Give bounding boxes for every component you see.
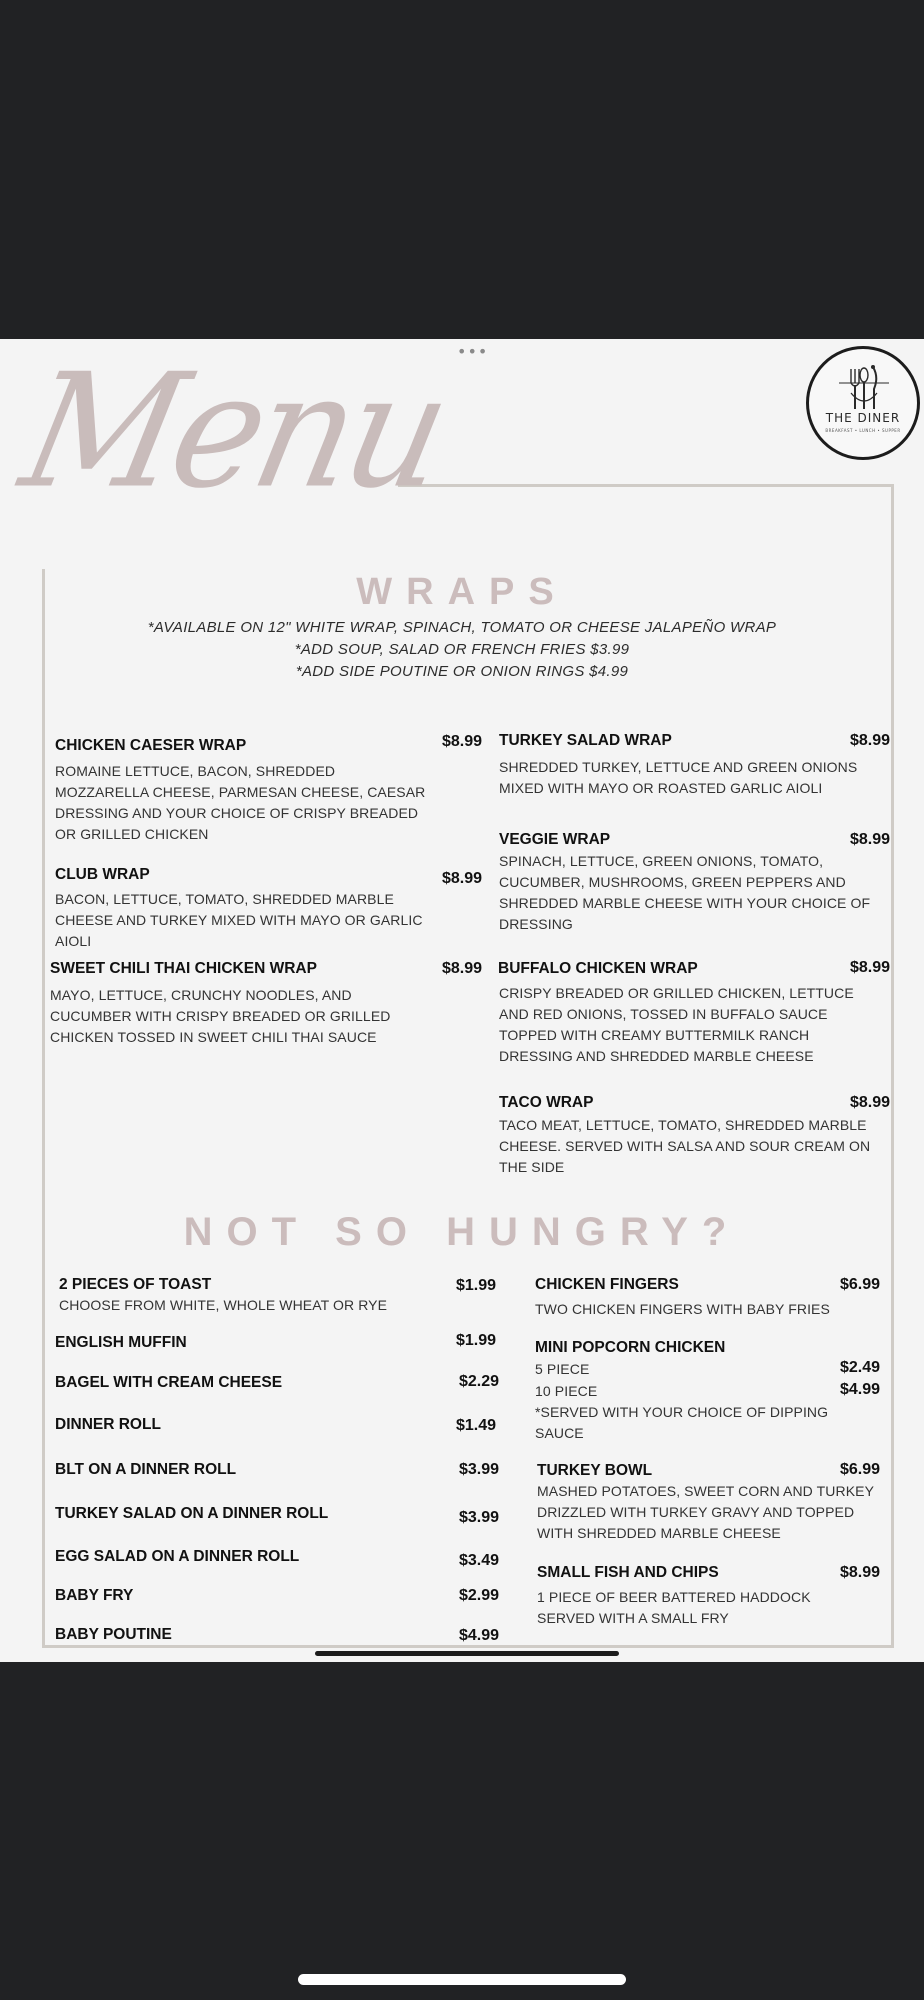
- menu-item-name: CLUB WRAP: [55, 866, 150, 883]
- menu-item-name: BLT ON A DINNER ROLL: [55, 1461, 237, 1478]
- menu-item-price: $8.99: [849, 831, 890, 848]
- menu-item-price: $2.49: [839, 1359, 880, 1376]
- menu-page: [0, 339, 924, 1662]
- menu-item-name: SMALL FISH AND CHIPS: [537, 1564, 719, 1581]
- menu-item-price: $6.99: [839, 1276, 880, 1293]
- menu-item-price: $8.99: [849, 959, 890, 976]
- menu-item-name: EGG SALAD ON A DINNER ROLL: [55, 1548, 300, 1565]
- menu-item-price: $8.99: [849, 732, 890, 749]
- menu-item-name: TACO WRAP: [499, 1094, 594, 1111]
- menu-item-name: TURKEY SALAD ON A DINNER ROLL: [55, 1505, 329, 1522]
- menu-item-price: $1.49: [455, 1417, 496, 1434]
- not-so-hungry-heading: NOT SO HUNGRY?: [183, 1210, 741, 1254]
- menu-item-price: $8.99: [441, 870, 482, 887]
- menu-item-name: BAGEL WITH CREAM CHEESE: [55, 1374, 283, 1391]
- logo-name: THE DINER: [825, 411, 901, 425]
- menu-item-price: $2.29: [458, 1373, 499, 1390]
- menu-item-desc: SPINACH, LETTUCE, GREEN ONIONS, TOMATO, CUCUMBER, MUSHROOMS, GREEN PEPPERS AND SHREDDED MARBLE CHEESE WITH YOUR CHOICE OF DRESSING: [499, 853, 871, 932]
- menu-item-price: $1.99: [455, 1332, 496, 1349]
- menu-item-price: $4.99: [458, 1627, 499, 1644]
- menu-item-name: SWEET CHILI THAI CHICKEN WRAP: [50, 960, 317, 977]
- menu-item-desc: CRISPY BREADED OR GRILLED CHICKEN, LETTUCE AND RED ONIONS, TOSSED IN BUFFALO SAUCE TOPPED WITH CREAMY BUTTERMILK RANCH DRESSING AND SHREDDED MARBLE CHEESE: [499, 985, 854, 1064]
- fork-spoon-knife-icon: [837, 363, 891, 411]
- menu-script-title: Menu: [8, 340, 459, 524]
- diner-logo: [806, 346, 920, 460]
- popcorn-option: 5 PIECE: [535, 1361, 590, 1377]
- menu-item-price: $3.49: [458, 1552, 499, 1569]
- menu-item-price: $3.99: [458, 1509, 499, 1526]
- more-options-icon[interactable]: •••: [457, 342, 489, 361]
- popcorn-option: 10 PIECE: [535, 1383, 598, 1399]
- menu-item-name: MINI POPCORN CHICKEN: [535, 1339, 726, 1356]
- home-indicator[interactable]: [298, 1974, 626, 1985]
- menu-item-name: VEGGIE WRAP: [499, 831, 611, 848]
- logo-tagline: BREAKFAST • LUNCH • SUPPER: [825, 428, 901, 433]
- menu-item-desc: MAYO, LETTUCE, CRUNCHY NOODLES, AND CUCUMBER WITH CRISPY BREADED OR GRILLED CHICKEN TOSSED IN SWEET CHILI THAI SAUCE: [50, 987, 391, 1045]
- menu-item-name: BUFFALO CHICKEN WRAP: [498, 960, 698, 977]
- menu-item-desc: TACO MEAT, LETTUCE, TOMATO, SHREDDED MARBLE CHEESE. SERVED WITH SALSA AND SOUR CREAM ON THE SIDE: [499, 1117, 871, 1175]
- menu-item-name: TURKEY SALAD WRAP: [499, 732, 672, 749]
- menu-item-price: $8.99: [441, 733, 482, 750]
- menu-item-desc: CHOOSE FROM WHITE, WHOLE WHEAT OR RYE: [59, 1297, 388, 1313]
- wraps-heading: WRAPS: [356, 571, 568, 613]
- menu-item-price: $8.99: [849, 1094, 890, 1111]
- menu-item-name: ENGLISH MUFFIN: [55, 1334, 187, 1351]
- wraps-note: *ADD SOUP, SALAD OR FRENCH FRIES $3.99: [294, 641, 630, 658]
- menu-item-desc: ROMAINE LETTUCE, BACON, SHREDDED MOZZARELLA CHEESE, PARMESAN CHEESE, CAESAR DRESSING AND YOUR CHOICE OF CRISPY BREADED OR GRILLED CHICKEN: [55, 763, 426, 842]
- menu-item-name: BABY POUTINE: [55, 1626, 172, 1643]
- image-scroll-bar: [315, 1651, 619, 1656]
- menu-item-price: $3.99: [458, 1461, 499, 1478]
- menu-item-name: BABY FRY: [55, 1587, 134, 1604]
- menu-item-desc: TWO CHICKEN FINGERS WITH BABY FRIES: [535, 1301, 830, 1317]
- menu-item-price: $1.99: [455, 1277, 496, 1294]
- menu-item-desc: 1 PIECE OF BEER BATTERED HADDOCK SERVED WITH A SMALL FRY: [537, 1589, 811, 1626]
- menu-item-desc: MASHED POTATOES, SWEET CORN AND TURKEY DRIZZLED WITH TURKEY GRAVY AND TOPPED WITH SHREDDED MARBLE CHEESE: [537, 1483, 874, 1541]
- menu-item-price: $8.99: [441, 960, 482, 977]
- menu-item-name: CHICKEN FINGERS: [535, 1276, 679, 1293]
- menu-item-desc: BACON, LETTUCE, TOMATO, SHREDDED MARBLE CHEESE AND TURKEY MIXED WITH MAYO OR GARLIC AIOLI: [55, 891, 423, 949]
- menu-item-price: $6.99: [839, 1461, 880, 1478]
- wraps-note: *AVAILABLE ON 12" WHITE WRAP, SPINACH, TOMATO OR CHEESE JALAPEÑO WRAP: [147, 619, 777, 636]
- menu-item-price: $2.99: [458, 1587, 499, 1604]
- menu-item-price: $4.99: [839, 1381, 880, 1398]
- menu-item-name: CHICKEN CAESER WRAP: [55, 737, 247, 754]
- menu-item-name: TURKEY BOWL: [537, 1462, 653, 1479]
- menu-item-price: $8.99: [839, 1564, 880, 1581]
- menu-item-desc: *SERVED WITH YOUR CHOICE OF DIPPING SAUCE: [535, 1404, 829, 1441]
- menu-item-name: DINNER ROLL: [55, 1416, 161, 1433]
- menu-item-name: 2 PIECES OF TOAST: [59, 1276, 212, 1293]
- wraps-note: *ADD SIDE POUTINE OR ONION RINGS $4.99: [295, 663, 629, 680]
- menu-item-desc: SHREDDED TURKEY, LETTUCE AND GREEN ONIONS MIXED WITH MAYO OR ROASTED GARLIC AIOLI: [499, 759, 858, 796]
